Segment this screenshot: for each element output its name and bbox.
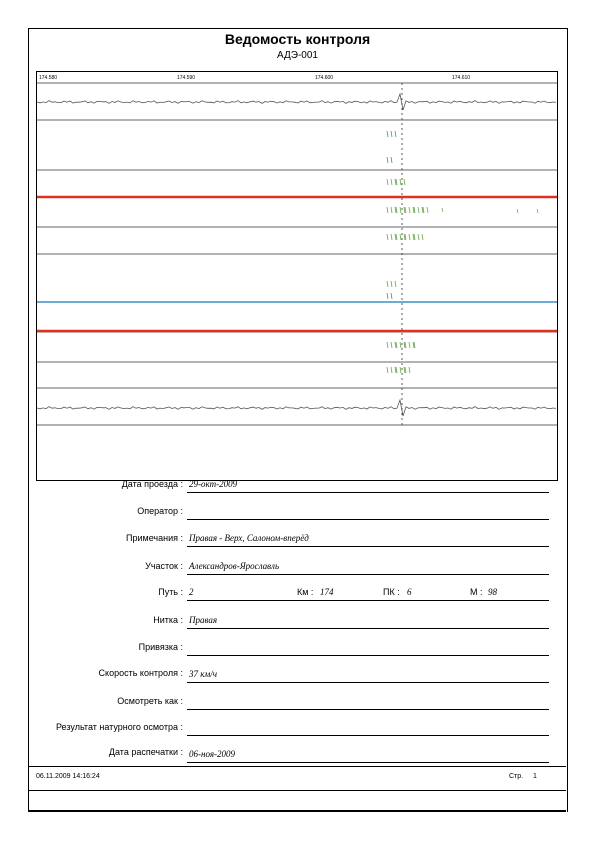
signal-mark xyxy=(537,209,538,213)
pk-value: 6 xyxy=(407,587,412,597)
rail-value: Правая xyxy=(189,615,218,625)
notes-label: Примечания : xyxy=(126,533,183,543)
section-label: Участок : xyxy=(145,561,183,571)
footer-page-label: Стр. xyxy=(509,773,524,780)
signal-mark xyxy=(387,281,388,287)
signal-mark xyxy=(387,131,388,137)
signal-mark xyxy=(400,234,401,240)
signal-mark xyxy=(400,342,401,348)
signal-mark xyxy=(391,281,392,287)
signal-mark xyxy=(400,179,401,185)
signal-mark xyxy=(395,131,396,137)
signal-mark xyxy=(427,207,428,213)
signal-mark xyxy=(387,234,388,240)
section-value: Александров-Ярославль xyxy=(189,561,280,571)
footer-bottom-line xyxy=(28,790,566,791)
signal-mark xyxy=(517,209,518,213)
upper-trace xyxy=(37,94,556,110)
operator-label: Оператор : xyxy=(137,506,183,516)
track-label: Путь : xyxy=(158,587,183,597)
signal-mark xyxy=(387,179,388,185)
footer-page-number: 1 xyxy=(533,773,537,780)
speed-value: 37 км/ч xyxy=(189,669,217,679)
signal-mark xyxy=(391,293,392,299)
date-value: 29-окт-2009 xyxy=(189,479,238,489)
signal-mark xyxy=(409,207,410,213)
page-frame-bottom xyxy=(28,810,566,812)
footer-top-line xyxy=(28,766,566,767)
pk-label: ПК : xyxy=(383,587,400,597)
signal-mark xyxy=(387,157,388,163)
signal-mark xyxy=(400,367,401,373)
signal-mark xyxy=(395,281,396,287)
rail-label: Нитка : xyxy=(153,615,183,625)
operator-underline xyxy=(187,519,549,520)
signal-mark xyxy=(387,207,388,213)
signal-mark xyxy=(387,293,388,299)
section-underline xyxy=(187,574,549,575)
km-value: 174 xyxy=(320,587,334,597)
signal-mark xyxy=(404,179,405,185)
signal-mark xyxy=(387,367,388,373)
signal-mark xyxy=(391,207,392,213)
signal-mark xyxy=(400,207,401,213)
m-label: М : xyxy=(470,587,483,597)
signal-mark xyxy=(391,131,392,137)
signal-mark xyxy=(418,207,419,213)
binding-label: Привязка : xyxy=(138,642,183,652)
signal-mark xyxy=(409,234,410,240)
x-tick-label: 174.580 xyxy=(39,75,58,81)
print-date-value: 06-ноя-2009 xyxy=(189,749,236,759)
inspect-underline xyxy=(187,709,549,710)
signal-mark xyxy=(409,342,410,348)
m-value: 98 xyxy=(488,587,497,597)
signal-mark xyxy=(391,367,392,373)
inspect-label: Осмотреть как : xyxy=(117,696,183,706)
signal-mark xyxy=(391,179,392,185)
result-underline xyxy=(187,735,549,736)
signal-mark xyxy=(418,234,419,240)
speed-underline xyxy=(187,682,549,683)
result-label: Результат натурного осмотра : xyxy=(55,722,183,732)
footer-timestamp: 06.11.2009 14:16:24 xyxy=(36,773,100,780)
defectogram-chart xyxy=(36,71,558,481)
rail-underline xyxy=(187,628,549,629)
page-title: Ведомость контроля xyxy=(224,31,371,47)
km-label: Км : xyxy=(297,587,314,597)
x-tick-label: 174.610 xyxy=(452,75,471,81)
page-subtitle: АДЭ-001 xyxy=(277,50,318,61)
binding-underline xyxy=(187,655,549,656)
date-label: Дата проезда : xyxy=(121,479,183,489)
signal-mark xyxy=(391,342,392,348)
signal-mark xyxy=(422,234,423,240)
notes-value: Правая - Верх, Салоном-вперёд xyxy=(189,533,309,543)
notes-underline xyxy=(187,546,549,547)
x-tick-label: 174.590 xyxy=(177,75,196,81)
track-value: 2 xyxy=(189,587,194,597)
speed-label: Скорость контроля : xyxy=(98,668,183,678)
lower-trace xyxy=(37,400,556,416)
defectogram-svg xyxy=(37,72,557,480)
x-tick-label: 174.600 xyxy=(315,75,334,81)
print-date-label: Дата распечатки : xyxy=(108,747,183,757)
date-underline xyxy=(187,492,549,493)
print-date-underline xyxy=(187,762,549,763)
signal-mark xyxy=(387,342,388,348)
signal-mark xyxy=(391,157,392,163)
track-underline xyxy=(187,600,549,601)
signal-mark xyxy=(391,234,392,240)
signal-mark xyxy=(442,208,443,212)
signal-mark xyxy=(409,367,410,373)
